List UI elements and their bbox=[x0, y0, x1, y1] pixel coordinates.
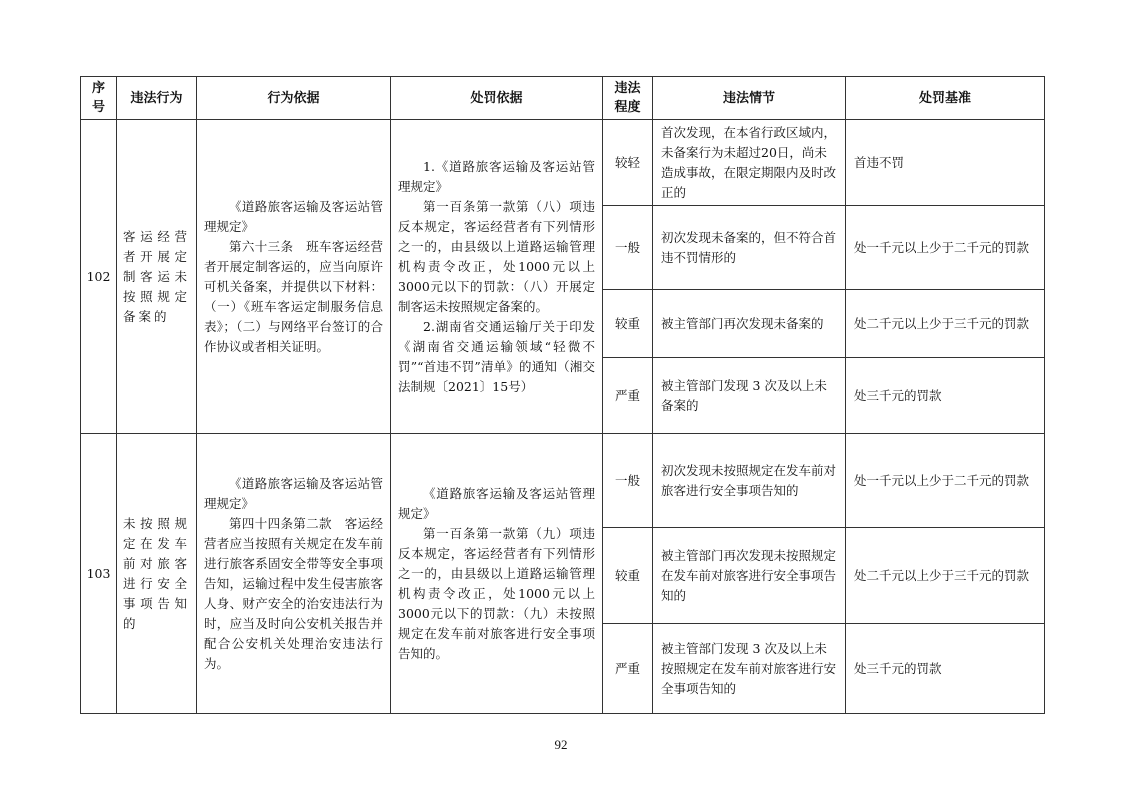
degree-cell: 严重 bbox=[603, 624, 653, 714]
circumstance-cell: 初次发现未备案的，但不符合首违不罚情形的 bbox=[653, 206, 846, 290]
conduct-basis-cell bbox=[197, 434, 391, 714]
degree-cell: 较重 bbox=[603, 528, 653, 624]
conduct-basis-title: 《道路旅客运输及客运站管理规定》 bbox=[204, 198, 383, 234]
degree-cell: 一般 bbox=[603, 206, 653, 290]
page-number: 92 bbox=[554, 737, 568, 752]
conduct-basis-text: 第六十三条 班车客运经营者开展定制客运的，应当向原许可机关备案，并提供以下材料：（一）《班车客运定制服务信息表》；（二）与网络平台签订的合作协议或者相关证明。 bbox=[204, 238, 383, 354]
degree-cell: 一般 bbox=[603, 434, 653, 528]
standard-cell: 处二千元以上少于三千元的罚款 bbox=[846, 290, 1045, 358]
table-row bbox=[81, 120, 1045, 206]
violation-cell: 客运经营者开展定制客运未按照规定备案的 bbox=[117, 120, 197, 434]
conduct-basis-title: 《道路旅客运输及客运站管理规定》 bbox=[204, 475, 383, 511]
circumstance-cell: 被主管部门发现 3 次及以上未按照规定在发车前对旅客进行安全事项告知的 bbox=[653, 624, 846, 714]
header-degree: 违法程度 bbox=[603, 77, 653, 120]
row-seq: 103 bbox=[81, 434, 117, 714]
row-seq: 102 bbox=[81, 120, 117, 434]
header-penalty-basis: 处罚依据 bbox=[391, 77, 603, 120]
degree-cell: 严重 bbox=[603, 358, 653, 434]
circumstance-cell: 首次发现，在本省行政区域内，未备案行为未超过20日，尚未造成事故，在限定期限内及时改正的 bbox=[653, 120, 846, 206]
penalty-basis-title: 《道路旅客运输及客运站管理规定》 bbox=[398, 485, 595, 521]
circumstance-cell: 被主管部门发现 3 次及以上未备案的 bbox=[653, 358, 846, 434]
degree-cell: 较重 bbox=[603, 290, 653, 358]
header-seq: 序号 bbox=[81, 77, 117, 120]
standard-cell: 处一千元以上少于二千元的罚款 bbox=[846, 434, 1045, 528]
standard-cell: 处二千元以上少于三千元的罚款 bbox=[846, 528, 1045, 624]
penalty-standard-table bbox=[80, 76, 1045, 714]
circumstance-cell: 初次发现未按照规定在发车前对旅客进行安全事项告知的 bbox=[653, 434, 846, 528]
violation-cell: 未按照规定在发车前对旅客进行安全事项告知的 bbox=[117, 434, 197, 714]
header-violation: 违法行为 bbox=[117, 77, 197, 120]
header-conduct-basis: 行为依据 bbox=[197, 77, 391, 120]
standard-cell: 首违不罚 bbox=[846, 120, 1045, 206]
penalty-basis-notice: 2.湖南省交通运输厅关于印发《湖南省交通运输领域“轻微不罚”“首违不罚”清单》的通知（湘交法制规〔2021〕15号） bbox=[398, 318, 595, 394]
penalty-basis-title: 1.《道路旅客运输及客运站管理规定》 bbox=[398, 158, 595, 194]
conduct-basis-cell bbox=[197, 120, 391, 434]
degree-cell: 较轻 bbox=[603, 120, 653, 206]
penalty-basis-cell bbox=[391, 120, 603, 434]
penalty-basis-text: 第一百条第一款第（八）项违反本规定，客运经营者有下列情形之一的，由县级以上道路运输管理机构责令改正，处1000元以上3000元以下的罚款：（八）开展定制客运未按照规定备案的。 bbox=[398, 198, 595, 314]
standard-cell: 处一千元以上少于二千元的罚款 bbox=[846, 206, 1045, 290]
header-row bbox=[81, 77, 1045, 120]
standard-cell: 处三千元的罚款 bbox=[846, 624, 1045, 714]
standard-cell: 处三千元的罚款 bbox=[846, 358, 1045, 434]
circumstance-cell: 被主管部门再次发现未备案的 bbox=[653, 290, 846, 358]
table-row bbox=[81, 434, 1045, 528]
header-circumstance: 违法情节 bbox=[653, 77, 846, 120]
header-standard: 处罚基准 bbox=[846, 77, 1045, 120]
circumstance-cell: 被主管部门再次发现未按照规定在发车前对旅客进行安全事项告知的 bbox=[653, 528, 846, 624]
penalty-basis-text: 第一百条第一款第（九）项违反本规定，客运经营者有下列情形之一的，由县级以上道路运输管理机构责令改正，处1000元以上3000元以下的罚款：（九）未按照规定在发车前对旅客进行安全事项告知的。 bbox=[398, 525, 595, 661]
conduct-basis-text: 第四十四条第二款 客运经营者应当按照有关规定在发车前进行旅客系固安全带等安全事项告知，运输过程中发生侵害旅客人身、财产安全的治安违法行为时，应当及时向公安机关报告并配合公安机关处理治安违法行为。 bbox=[204, 515, 383, 671]
penalty-basis-cell bbox=[391, 434, 603, 714]
